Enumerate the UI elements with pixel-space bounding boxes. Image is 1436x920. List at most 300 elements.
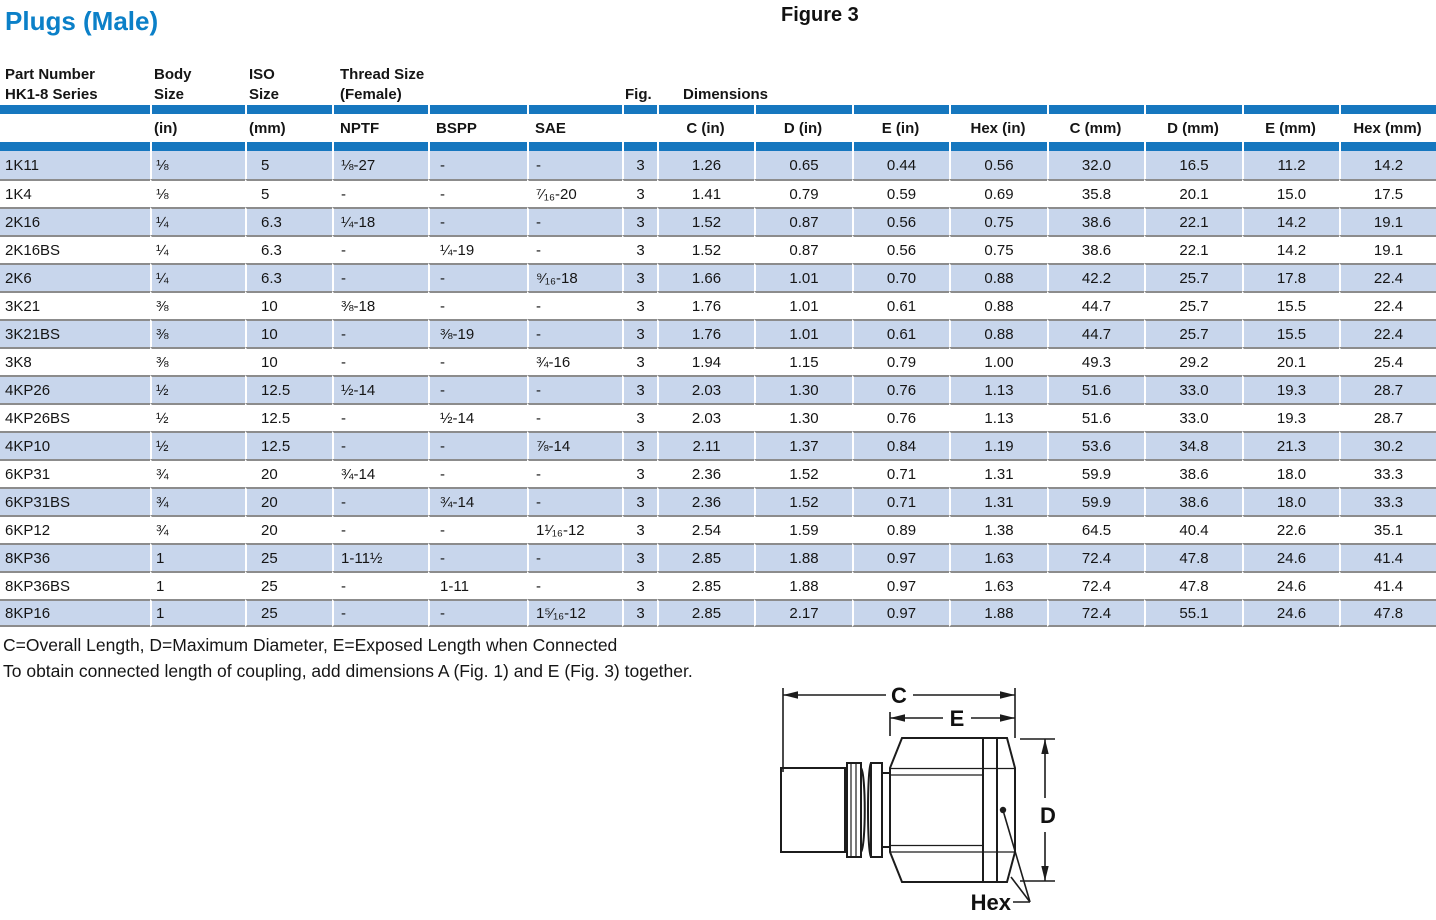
cell-hex-in: 1.00	[949, 347, 1047, 375]
cell-part-number: 8KP36	[0, 543, 150, 571]
cell-c-mm: 35.8	[1047, 179, 1144, 207]
cell-hex-in: 1.38	[949, 515, 1047, 543]
col-group-fig: Fig.	[625, 86, 652, 103]
cell-nptf: -	[332, 599, 428, 627]
bar-segment	[754, 142, 852, 151]
c-arrow-left	[783, 691, 798, 699]
cell-d-in: 1.52	[754, 487, 852, 515]
cell-c-in: 1.41	[657, 179, 754, 207]
table-row-1K4	[0, 179, 1436, 207]
cell-nptf: -	[332, 263, 428, 291]
bar-segment	[428, 105, 527, 114]
cell-d-in: 0.87	[754, 207, 852, 235]
cell-d-mm: 22.1	[1144, 207, 1242, 235]
cell-iso-size-mm: 25	[245, 571, 332, 599]
cell-c-mm: 42.2	[1047, 263, 1144, 291]
cell-bspp: -	[428, 375, 527, 403]
cell-c-mm: 53.6	[1047, 431, 1144, 459]
bar-segment	[1242, 105, 1339, 114]
bar-segment	[527, 105, 622, 114]
cell-fig: 3	[622, 599, 657, 627]
cell-d-mm: 25.7	[1144, 263, 1242, 291]
dimension-label-c: C	[891, 683, 907, 708]
bar-segment	[1339, 105, 1436, 114]
cell-sae: -	[527, 487, 622, 515]
footnotes	[3, 632, 793, 684]
cell-c-in: 1.52	[657, 235, 754, 263]
bar-segment	[150, 142, 245, 151]
cell-c-mm: 59.9	[1047, 487, 1144, 515]
cell-d-in: 0.87	[754, 235, 852, 263]
cell-fig: 3	[622, 543, 657, 571]
cell-fig: 3	[622, 235, 657, 263]
cell-iso-size-mm: 12.5	[245, 403, 332, 431]
cell-hex-mm: 35.1	[1339, 515, 1436, 543]
subheader-iso-mm: (mm)	[249, 119, 286, 137]
cell-fig: 3	[622, 207, 657, 235]
cell-c-mm: 72.4	[1047, 599, 1144, 627]
subheader-bspp: BSPP	[436, 119, 477, 137]
cell-part-number: 8KP16	[0, 599, 150, 627]
cell-d-mm: 20.1	[1144, 179, 1242, 207]
cell-hex-mm: 47.8	[1339, 599, 1436, 627]
cell-d-in: 1.37	[754, 431, 852, 459]
cell-e-mm: 15.0	[1242, 179, 1339, 207]
bar-segment	[622, 142, 657, 151]
subheader-e-mm: E (mm)	[1265, 119, 1316, 137]
cell-nptf: -	[332, 515, 428, 543]
cell-sae: ⁷⁄₁₆-20	[527, 179, 622, 207]
subheader-d-in: D (in)	[783, 119, 823, 137]
cell-hex-mm: 30.2	[1339, 431, 1436, 459]
cell-hex-mm: 19.1	[1339, 235, 1436, 263]
cell-nptf: -	[332, 347, 428, 375]
cell-iso-size-mm: 12.5	[245, 375, 332, 403]
bar-segment	[332, 105, 428, 114]
cell-e-mm: 18.0	[1242, 459, 1339, 487]
bar-segment	[852, 105, 949, 114]
cell-c-mm: 32.0	[1047, 151, 1144, 179]
cell-e-in: 0.97	[852, 571, 949, 599]
bar-segment	[245, 105, 332, 114]
cell-part-number: 3K21BS	[0, 319, 150, 347]
cell-d-mm: 29.2	[1144, 347, 1242, 375]
subheader-part-number	[0, 114, 150, 142]
cell-bspp: 1-11	[428, 571, 527, 599]
cell-body-size-in: ½	[150, 403, 245, 431]
cell-body-size-in: 1	[150, 543, 245, 571]
cell-e-mm: 15.5	[1242, 319, 1339, 347]
cell-fig: 3	[622, 151, 657, 179]
cell-bspp: ¾-14	[428, 487, 527, 515]
cell-nptf: -	[332, 179, 428, 207]
e-arrow-right	[1000, 714, 1015, 722]
cell-body-size-in: ¼	[150, 235, 245, 263]
cell-iso-size-mm: 20	[245, 459, 332, 487]
cell-bspp: -	[428, 515, 527, 543]
cell-hex-mm: 28.7	[1339, 403, 1436, 431]
bar-segment	[622, 105, 657, 114]
cell-sae: -	[527, 319, 622, 347]
col-group-iso-size: ISO Size	[249, 66, 280, 103]
cell-c-mm: 59.9	[1047, 459, 1144, 487]
cell-hex-in: 0.69	[949, 179, 1047, 207]
part-number-header-line2: HK1-8 Series	[5, 86, 98, 103]
cell-d-in: 1.15	[754, 347, 852, 375]
figure-title: Figure 3	[781, 4, 859, 26]
table-row-6KP31	[0, 459, 1436, 487]
cell-sae: ¾-16	[527, 347, 622, 375]
bar-segment	[657, 105, 754, 114]
cell-part-number: 8KP36BS	[0, 571, 150, 599]
cell-e-mm: 14.2	[1242, 235, 1339, 263]
table-row-4KP26	[0, 375, 1436, 403]
col-group-body-size: Body Size	[154, 66, 192, 103]
cell-hex-in: 1.31	[949, 459, 1047, 487]
cell-e-in: 0.56	[852, 207, 949, 235]
table-row-1K11	[0, 151, 1436, 179]
cell-hex-in: 0.56	[949, 151, 1047, 179]
cell-d-in: 1.01	[754, 319, 852, 347]
bar-segment	[1047, 142, 1144, 151]
cell-nptf: 1-11½	[332, 543, 428, 571]
cell-part-number: 4KP26	[0, 375, 150, 403]
cell-e-in: 0.61	[852, 291, 949, 319]
cell-sae: -	[527, 291, 622, 319]
cell-iso-size-mm: 20	[245, 515, 332, 543]
cell-hex-mm: 22.4	[1339, 319, 1436, 347]
cell-e-mm: 14.2	[1242, 207, 1339, 235]
cell-sae: -	[527, 459, 622, 487]
bar-segment	[657, 142, 754, 151]
table-row-8KP36BS	[0, 571, 1436, 599]
cell-hex-mm: 28.7	[1339, 375, 1436, 403]
header-divider-bar-bottom	[0, 142, 1436, 151]
cell-bspp: -	[428, 543, 527, 571]
cell-bspp: -	[428, 599, 527, 627]
cell-body-size-in: 1	[150, 571, 245, 599]
cell-hex-in: 1.63	[949, 571, 1047, 599]
cell-d-in: 1.59	[754, 515, 852, 543]
cell-hex-in: 1.13	[949, 375, 1047, 403]
cell-c-mm: 51.6	[1047, 375, 1144, 403]
cell-e-mm: 24.6	[1242, 599, 1339, 627]
subheader-fig	[622, 114, 657, 142]
cell-sae: -	[527, 571, 622, 599]
bar-segment	[1242, 142, 1339, 151]
cell-e-mm: 18.0	[1242, 487, 1339, 515]
cell-e-mm: 21.3	[1242, 431, 1339, 459]
d-arrow-up	[1041, 739, 1048, 754]
cell-part-number: 6KP31	[0, 459, 150, 487]
cell-c-mm: 38.6	[1047, 235, 1144, 263]
cell-c-in: 2.85	[657, 599, 754, 627]
subheader-sae: SAE	[535, 119, 566, 137]
cell-iso-size-mm: 6.3	[245, 207, 332, 235]
bar-segment	[428, 142, 527, 151]
subheader-c-in: C (in)	[686, 119, 725, 137]
subheader-d-mm: D (mm)	[1167, 119, 1219, 137]
cell-e-in: 0.71	[852, 459, 949, 487]
d-arrow-down	[1041, 866, 1048, 881]
cell-part-number: 2K16BS	[0, 235, 150, 263]
cell-d-in: 0.79	[754, 179, 852, 207]
cell-c-in: 1.94	[657, 347, 754, 375]
cell-hex-in: 1.88	[949, 599, 1047, 627]
subheader-c-mm: C (mm)	[1069, 119, 1122, 137]
hex-body	[890, 738, 1015, 882]
cell-bspp: -	[428, 179, 527, 207]
cell-iso-size-mm: 6.3	[245, 235, 332, 263]
cell-c-mm: 51.6	[1047, 403, 1144, 431]
bar-segment	[949, 142, 1047, 151]
cell-bspp: ¼-19	[428, 235, 527, 263]
cell-d-mm: 47.8	[1144, 571, 1242, 599]
cell-hex-in: 1.13	[949, 403, 1047, 431]
cell-c-in: 2.11	[657, 431, 754, 459]
cell-hex-mm: 22.4	[1339, 291, 1436, 319]
cell-bspp: -	[428, 347, 527, 375]
subheader-hex-in: Hex (in)	[970, 119, 1026, 137]
cell-hex-in: 1.19	[949, 431, 1047, 459]
cell-d-in: 1.88	[754, 543, 852, 571]
sub-header-row	[0, 114, 1436, 142]
cell-c-in: 2.85	[657, 571, 754, 599]
cell-fig: 3	[622, 263, 657, 291]
cell-nptf: -	[332, 571, 428, 599]
cell-body-size-in: ⅜	[150, 291, 245, 319]
cell-c-mm: 64.5	[1047, 515, 1144, 543]
cell-nptf: -	[332, 431, 428, 459]
cell-c-in: 2.36	[657, 487, 754, 515]
cell-e-in: 0.89	[852, 515, 949, 543]
cell-hex-mm: 22.4	[1339, 263, 1436, 291]
cell-fig: 3	[622, 487, 657, 515]
table-row-2K16BS	[0, 235, 1436, 263]
table-row-3K21	[0, 291, 1436, 319]
cell-e-in: 0.76	[852, 403, 949, 431]
cell-body-size-in: ¼	[150, 207, 245, 235]
cell-bspp: ½-14	[428, 403, 527, 431]
cell-e-in: 0.59	[852, 179, 949, 207]
cell-hex-in: 0.88	[949, 291, 1047, 319]
cell-c-mm: 72.4	[1047, 543, 1144, 571]
cell-hex-mm: 17.5	[1339, 179, 1436, 207]
subheader-hex-mm: Hex (mm)	[1353, 119, 1422, 137]
cell-hex-mm: 19.1	[1339, 207, 1436, 235]
hex-leader-line-1	[1004, 813, 1030, 902]
table-body	[0, 151, 1436, 627]
hex-callout-dot	[1000, 807, 1006, 813]
cell-nptf: -	[332, 403, 428, 431]
c-arrow-right	[1000, 691, 1015, 699]
table-row-4KP10	[0, 431, 1436, 459]
cell-nptf: ¼-18	[332, 207, 428, 235]
figure-3-diagram	[750, 672, 1436, 920]
cell-part-number: 1K4	[0, 179, 150, 207]
page-title: Plugs (Male)	[5, 6, 159, 36]
cell-body-size-in: ¼	[150, 263, 245, 291]
cell-bspp: -	[428, 291, 527, 319]
cell-c-in: 2.85	[657, 543, 754, 571]
cell-iso-size-mm: 25	[245, 599, 332, 627]
cell-body-size-in: ⅜	[150, 347, 245, 375]
bar-segment	[1339, 142, 1436, 151]
table-row-4KP26BS	[0, 403, 1436, 431]
cell-e-in: 0.84	[852, 431, 949, 459]
cell-hex-in: 1.31	[949, 487, 1047, 515]
bar-segment	[0, 105, 150, 114]
cell-iso-size-mm: 10	[245, 319, 332, 347]
cell-sae: -	[527, 207, 622, 235]
cell-iso-size-mm: 5	[245, 151, 332, 179]
cell-c-in: 2.03	[657, 403, 754, 431]
cell-e-in: 0.97	[852, 599, 949, 627]
cell-body-size-in: ½	[150, 375, 245, 403]
bar-segment	[0, 142, 150, 151]
cell-iso-size-mm: 20	[245, 487, 332, 515]
bar-segment	[527, 142, 622, 151]
col-group-thread-size: Thread Size (Female)	[340, 66, 425, 103]
cell-e-mm: 24.6	[1242, 543, 1339, 571]
cell-sae: -	[527, 403, 622, 431]
cell-d-mm: 25.7	[1144, 319, 1242, 347]
cell-d-in: 2.17	[754, 599, 852, 627]
cell-c-in: 2.36	[657, 459, 754, 487]
cell-d-in: 1.01	[754, 291, 852, 319]
cell-c-mm: 38.6	[1047, 207, 1144, 235]
cell-hex-mm: 25.4	[1339, 347, 1436, 375]
cell-d-in: 0.65	[754, 151, 852, 179]
cell-hex-mm: 41.4	[1339, 571, 1436, 599]
subheader-e-in: E (in)	[881, 119, 920, 137]
cell-d-in: 1.88	[754, 571, 852, 599]
table-row-3K8	[0, 347, 1436, 375]
e-arrow-left	[890, 714, 905, 722]
cell-d-mm: 33.0	[1144, 403, 1242, 431]
cell-part-number: 6KP31BS	[0, 487, 150, 515]
cell-d-mm: 16.5	[1144, 151, 1242, 179]
cell-body-size-in: ⅜	[150, 319, 245, 347]
cell-c-mm: 44.7	[1047, 319, 1144, 347]
cell-sae: -	[527, 543, 622, 571]
dimension-label-e: E	[949, 706, 965, 731]
cell-e-in: 0.61	[852, 319, 949, 347]
cell-part-number: 3K8	[0, 347, 150, 375]
col-group-part-number	[0, 39, 150, 105]
cell-nptf: -	[332, 487, 428, 515]
plug-tip-cylinder	[781, 768, 845, 852]
cell-d-mm: 34.8	[1144, 431, 1242, 459]
col-group-dimensions: Dimensions	[683, 86, 769, 103]
footnote-line-2: To obtain connected length of coupling, add dimensions A (Fig. 1) and E (Fig. 3) together.	[3, 661, 693, 681]
table-row-8KP16	[0, 599, 1436, 627]
cell-c-in: 2.54	[657, 515, 754, 543]
cell-sae: -	[527, 151, 622, 179]
cell-bspp: -	[428, 431, 527, 459]
bar-segment	[1144, 142, 1242, 151]
cell-fig: 3	[622, 403, 657, 431]
plug-collar-profile	[847, 763, 890, 857]
cell-d-in: 1.52	[754, 459, 852, 487]
bar-segment	[1144, 105, 1242, 114]
cell-nptf: ½-14	[332, 375, 428, 403]
cell-e-mm: 19.3	[1242, 403, 1339, 431]
cell-body-size-in: ⅛	[150, 179, 245, 207]
cell-fig: 3	[622, 571, 657, 599]
plugs-spec-table	[0, 39, 1436, 627]
cell-c-mm: 49.3	[1047, 347, 1144, 375]
cell-iso-size-mm: 6.3	[245, 263, 332, 291]
cell-e-in: 0.71	[852, 487, 949, 515]
cell-e-mm: 20.1	[1242, 347, 1339, 375]
cell-c-in: 1.76	[657, 319, 754, 347]
cell-fig: 3	[622, 375, 657, 403]
subheader-body-in: (in)	[154, 119, 178, 137]
cell-fig: 3	[622, 431, 657, 459]
cell-body-size-in: ⅛	[150, 151, 245, 179]
cell-e-in: 0.70	[852, 263, 949, 291]
cell-hex-mm: 33.3	[1339, 487, 1436, 515]
cell-d-in: 1.30	[754, 403, 852, 431]
cell-sae: ⅞-14	[527, 431, 622, 459]
cell-fig: 3	[622, 291, 657, 319]
cell-fig: 3	[622, 179, 657, 207]
cell-iso-size-mm: 25	[245, 543, 332, 571]
cell-hex-mm: 41.4	[1339, 543, 1436, 571]
part-number-header-line1: Part Number	[5, 66, 96, 83]
cell-iso-size-mm: 10	[245, 291, 332, 319]
cell-part-number: 2K16	[0, 207, 150, 235]
cell-body-size-in: ¾	[150, 487, 245, 515]
cell-nptf: ⅛-27	[332, 151, 428, 179]
cell-e-mm: 11.2	[1242, 151, 1339, 179]
cell-part-number: 2K6	[0, 263, 150, 291]
cell-e-mm: 19.3	[1242, 375, 1339, 403]
cell-hex-mm: 33.3	[1339, 459, 1436, 487]
cell-e-in: 0.97	[852, 543, 949, 571]
cell-hex-in: 0.75	[949, 207, 1047, 235]
cell-hex-in: 0.88	[949, 263, 1047, 291]
cell-d-in: 1.01	[754, 263, 852, 291]
dimension-label-d: D	[1040, 803, 1056, 828]
cell-part-number: 3K21	[0, 291, 150, 319]
cell-nptf: -	[332, 235, 428, 263]
cell-body-size-in: ½	[150, 431, 245, 459]
bar-segment	[150, 105, 245, 114]
cell-sae: -	[527, 235, 622, 263]
bar-segment	[754, 105, 852, 114]
table-row-8KP36	[0, 543, 1436, 571]
cell-e-in: 0.76	[852, 375, 949, 403]
cell-e-mm: 15.5	[1242, 291, 1339, 319]
cell-hex-in: 1.63	[949, 543, 1047, 571]
cell-e-in: 0.79	[852, 347, 949, 375]
cell-bspp: -	[428, 207, 527, 235]
cell-body-size-in: ¾	[150, 515, 245, 543]
cell-sae: ⁹⁄₁₆-18	[527, 263, 622, 291]
cell-c-in: 2.03	[657, 375, 754, 403]
table-row-6KP12	[0, 515, 1436, 543]
cell-d-mm: 55.1	[1144, 599, 1242, 627]
cell-fig: 3	[622, 459, 657, 487]
cell-e-in: 0.56	[852, 235, 949, 263]
cell-c-in: 1.52	[657, 207, 754, 235]
cell-e-mm: 24.6	[1242, 571, 1339, 599]
cell-nptf: -	[332, 319, 428, 347]
cell-bspp: -	[428, 459, 527, 487]
footnote-line-1: C=Overall Length, D=Maximum Diameter, E=Exposed Length when Connected	[3, 635, 618, 655]
